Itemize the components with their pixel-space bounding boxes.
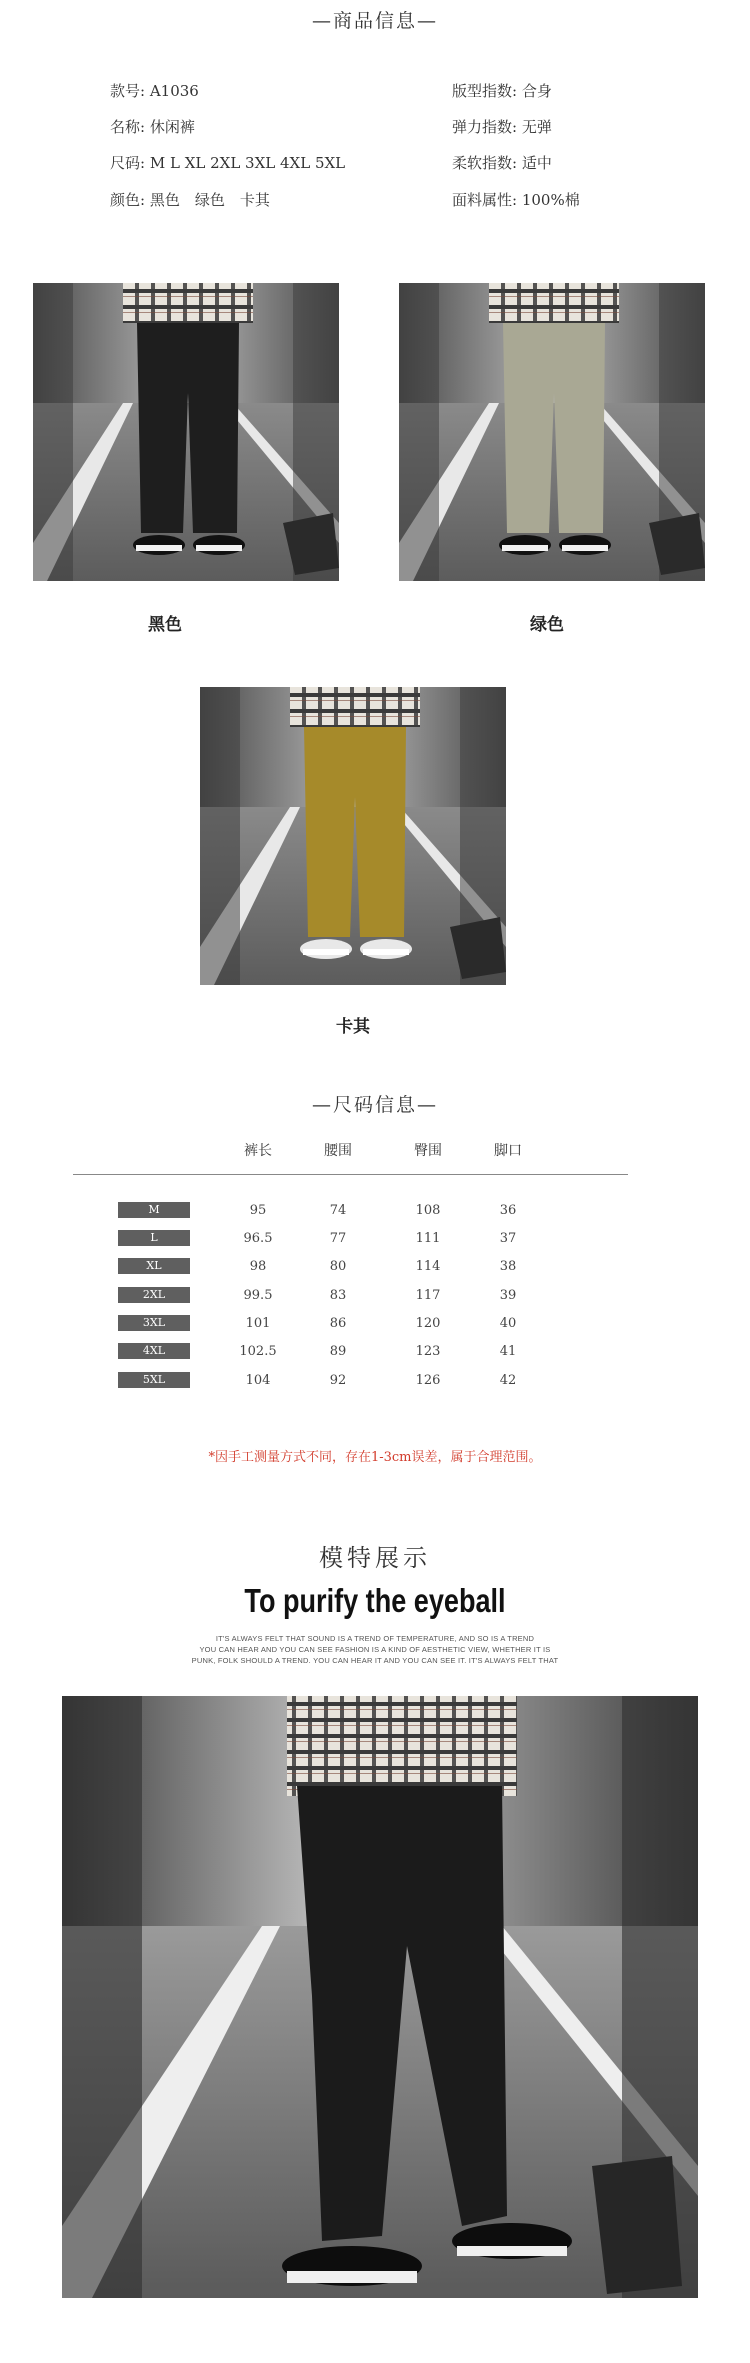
info-label: 弹力指数 (452, 118, 513, 136)
model-copy-line-3: PUNK, FOLK SHOULD A TREND. YOU CAN HEAR IT AND YOU CAN SEE IT. IT'S ALWAYS FELT THAT (191, 1656, 559, 1665)
size-header-waist: 腰围 (324, 1143, 352, 1159)
info-value: 黑色 绿色 卡其 (149, 191, 270, 209)
size-cell: 74 (329, 1203, 347, 1218)
model-copy-line-1: IT'S ALWAYS FELT THAT SOUND IS A TREND OF TEMPERATURE, AND SO IS A TREND (215, 1634, 535, 1643)
size-cell: 108 (415, 1203, 441, 1218)
size-cell: 98 (249, 1259, 267, 1274)
model-copy-line-2: YOU CAN HEAR AND YOU CAN SEE FASHION IS A KIND OF AESTHETIC VIEW, WHETHER IT IS (199, 1645, 551, 1654)
info-item-name: 名称: 休闲裤 (110, 118, 195, 136)
info-value: 合身 (521, 82, 552, 100)
info-item-elasticity: 弹力指数: 无弹 (452, 118, 552, 136)
size-cell: 101 (245, 1316, 271, 1331)
size-cell: 120 (415, 1316, 441, 1331)
info-item-softness: 柔软指数: 适中 (452, 154, 552, 172)
info-label: 尺码 (110, 154, 141, 172)
size-cell: 123 (415, 1344, 441, 1359)
size-cell: 39 (499, 1288, 517, 1303)
size-header-hip: 臀围 (414, 1143, 442, 1159)
size-info-title: —尺码信息— (311, 1094, 438, 1116)
info-value: 无弹 (521, 118, 552, 136)
photo-illustration (399, 283, 705, 581)
size-badge: 2XL (118, 1287, 190, 1303)
model-title-cn: 模特展示 (319, 1544, 431, 1572)
size-cell: 77 (329, 1231, 347, 1246)
size-cell: 40 (499, 1316, 517, 1331)
info-value: A1036 (149, 82, 199, 100)
size-badge: 4XL (118, 1343, 190, 1359)
size-cell: 114 (415, 1259, 441, 1274)
size-cell: 96.5 (243, 1231, 273, 1246)
size-cell: 99.5 (243, 1288, 273, 1303)
size-badge: L (118, 1230, 190, 1246)
info-label: 面料属性 (452, 191, 513, 209)
size-cell: 38 (499, 1259, 517, 1274)
size-cell: 37 (499, 1231, 517, 1246)
size-badge: XL (118, 1258, 190, 1274)
info-label: 柔软指数 (452, 154, 513, 172)
size-cell: 104 (245, 1373, 271, 1388)
product-photo-green (399, 283, 705, 581)
size-cell: 36 (499, 1203, 517, 1218)
size-cell: 42 (499, 1373, 517, 1388)
photo-illustration (200, 687, 506, 985)
info-label: 颜色 (110, 191, 141, 209)
measurement-note: *因手工测量方式不同，存在1-3cm误差，属于合理范围。 (208, 1450, 542, 1465)
size-badge: M (118, 1202, 190, 1218)
size-cell: 117 (415, 1288, 441, 1303)
model-title-en: To purify the eyeball (244, 1582, 506, 1619)
info-label: 版型指数 (452, 82, 513, 100)
info-value: 休闲裤 (149, 118, 195, 136)
product-photo-khaki (200, 687, 506, 985)
color-label-green: 绿色 (530, 615, 564, 635)
info-value: M L XL 2XL 3XL 4XL 5XL (149, 154, 346, 172)
size-header-divider (73, 1174, 628, 1175)
product-info-title: —商品信息— (311, 10, 438, 32)
size-cell: 83 (329, 1288, 347, 1303)
size-cell: 102.5 (239, 1344, 277, 1359)
info-item-style-no: 款号: A1036 (110, 82, 199, 100)
info-label: 款号 (110, 82, 141, 100)
model-photo (62, 1696, 698, 2298)
size-badge: 5XL (118, 1372, 190, 1388)
info-value: 100%棉 (521, 191, 580, 209)
info-item-fabric: 面料属性: 100%棉 (452, 191, 580, 209)
size-cell: 126 (415, 1373, 441, 1388)
color-label-black: 黑色 (148, 615, 182, 635)
info-item-fit: 版型指数: 合身 (452, 82, 552, 100)
photo-illustration (33, 283, 339, 581)
info-label: 名称 (110, 118, 141, 136)
size-cell: 80 (329, 1259, 347, 1274)
size-cell: 89 (329, 1344, 347, 1359)
color-label-khaki: 卡其 (336, 1017, 370, 1037)
size-header-hem: 脚口 (494, 1143, 522, 1159)
product-photo-black (33, 283, 339, 581)
info-item-colors: 颜色: 黑色 绿色 卡其 (110, 191, 270, 209)
size-cell: 86 (329, 1316, 347, 1331)
size-header-length: 裤长 (244, 1143, 272, 1159)
size-badge: 3XL (118, 1315, 190, 1331)
size-cell: 41 (499, 1344, 517, 1359)
info-value: 适中 (521, 154, 552, 172)
info-item-sizes: 尺码: M L XL 2XL 3XL 4XL 5XL (110, 154, 346, 172)
size-cell: 95 (249, 1203, 267, 1218)
size-cell: 111 (415, 1231, 441, 1246)
size-cell: 92 (329, 1373, 347, 1388)
model-photo-illustration (62, 1696, 698, 2298)
